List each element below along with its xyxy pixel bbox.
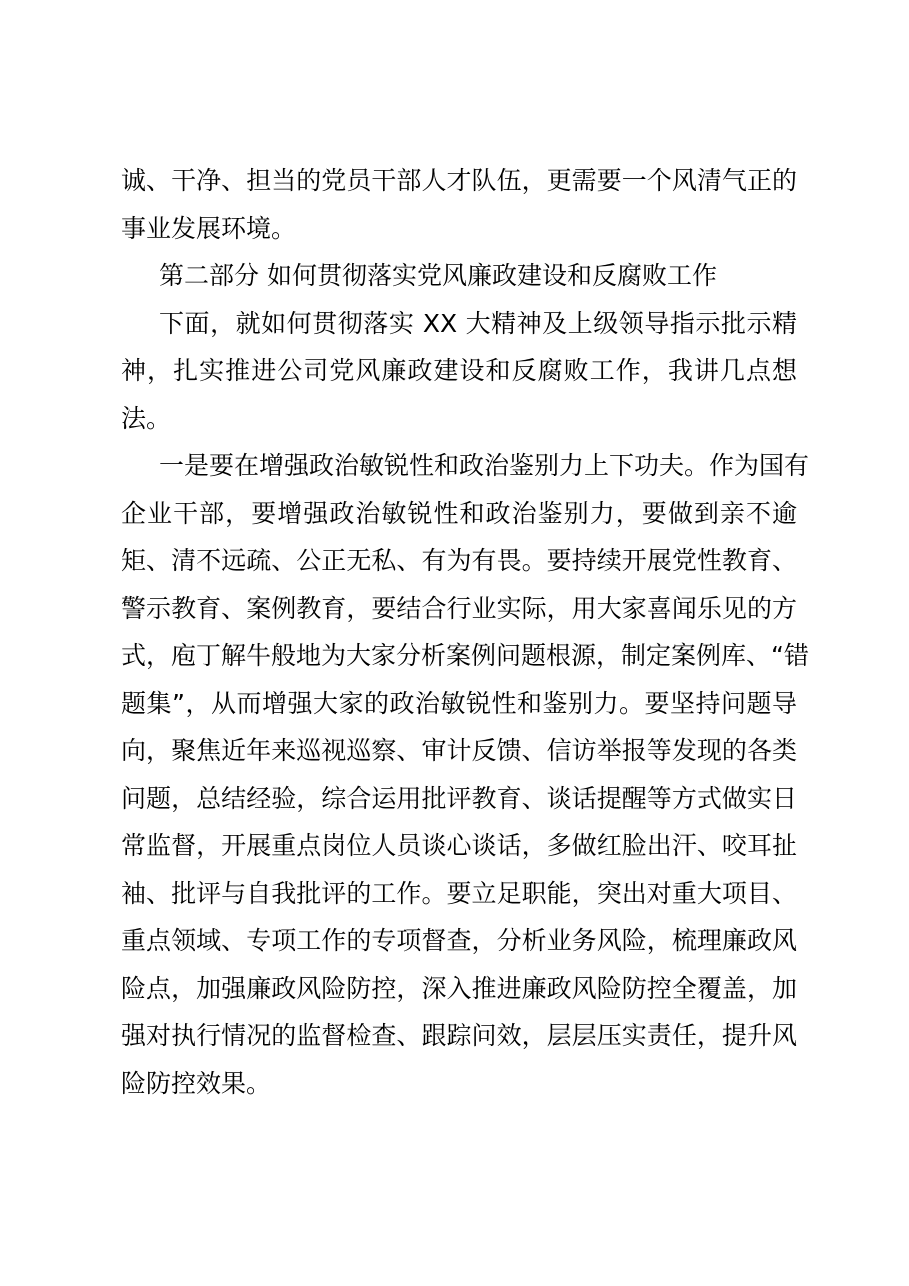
paragraph-4-line-11: 重点领域、专项工作的专项督查，分析业务风险，梳理廉政风 bbox=[121, 926, 797, 955]
paragraph-4-line-6: 题集”，从而增强大家的政治敏锐性和鉴别力。要坚持问题导 bbox=[121, 688, 797, 718]
paragraph-4-line-7: 向，聚焦近年来巡视巡察、审计反馈、信访举报等发现的各类 bbox=[121, 736, 797, 765]
paragraph-4-line-10: 袖、批评与自我批评的工作。要立足职能，突出对重大项目、 bbox=[121, 878, 797, 908]
paragraph-3-line-2: 神，扎实推进公司党风廉政建设和反腐败工作，我讲几点想 bbox=[121, 356, 797, 385]
paragraph-1-line-1: 诚、干净、担当的党员干部人才队伍，更需要一个风清气正的 bbox=[121, 166, 797, 195]
paragraph-4-line-5: 式，庖丁解牛般地为大家分析案例问题根源，制定案例库、“错 bbox=[121, 641, 809, 670]
paragraph-4-line-4: 警示教育、案例教育，要结合行业实际，用大家喜闻乐见的方 bbox=[121, 593, 797, 623]
paragraph-3-line-3: 法。 bbox=[121, 403, 172, 433]
paragraph-1-line-2: 事业发展环境。 bbox=[121, 213, 297, 243]
paragraph-4-line-8: 问题，总结经验，综合运用批评教育、谈话提醒等方式做实日 bbox=[121, 783, 797, 813]
paragraph-4-line-9: 常监督，开展重点岗位人员谈心谈话，多做红脸出汗、咬耳扯 bbox=[121, 831, 797, 860]
document-body bbox=[121, 157, 810, 1107]
paragraph-4-line-2: 企业干部，要增强政治敏锐性和政治鉴别力，要做到亲不逾 bbox=[121, 498, 797, 528]
paragraph-4-line-12: 险点，加强廉政风险防控，深入推进廉政风险防控全覆盖，加 bbox=[121, 973, 797, 1003]
paragraph-4-line-3: 矩、清不远疏、公正无私、有为有畏。要持续开展党性教育、 bbox=[121, 546, 797, 575]
paragraph-4-line-13: 强对执行情况的监督检查、跟踪问效，层层压实责任，提升风 bbox=[121, 1021, 797, 1050]
paragraph-4-line-14: 险防控效果。 bbox=[121, 1068, 272, 1098]
section-heading: 第二部分 如何贯彻落实党风廉政建设和反腐败工作 bbox=[159, 261, 717, 290]
paragraph-3-line-1: 下面，就如何贯彻落实 XX 大精神及上级领导指示批示精 bbox=[159, 308, 797, 338]
paragraph-4-line-1: 一是要在增强政治敏锐性和政治鉴别力上下功夫。作为国有 bbox=[159, 451, 810, 480]
